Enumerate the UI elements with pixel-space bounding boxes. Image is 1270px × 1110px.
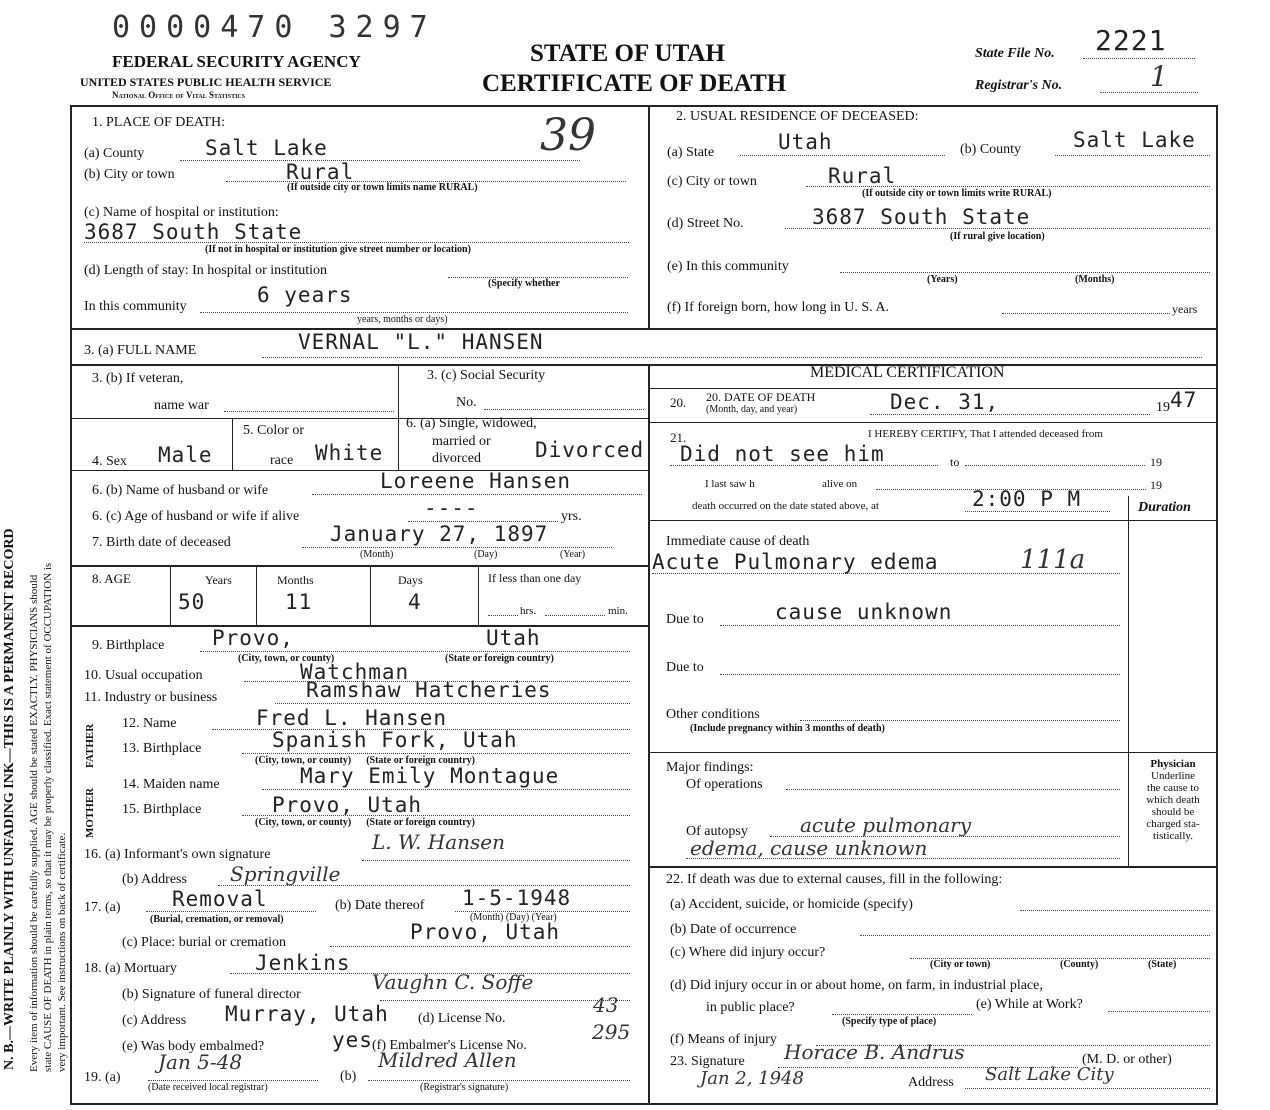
- place-of-death-title: 1. PLACE OF DEATH:: [92, 115, 226, 130]
- date-thereof-label: (b) Date thereof: [335, 898, 425, 913]
- spouse-age-value: ----: [424, 496, 479, 520]
- immediate-cause-label: Immediate cause of death: [666, 534, 810, 549]
- res-street-label: (d) Street No.: [667, 216, 744, 231]
- age-days-value: 4: [408, 590, 422, 614]
- side-instruction-3: state CAUSE OF DEATH in plain terms, so that it may be properly classified. Exact statement of OCCUPATION is: [42, 562, 54, 1072]
- mother-bp-note: (City, town, or county) (State or foreign country): [255, 817, 475, 828]
- attended-value: Did not see him: [680, 442, 885, 466]
- res-foreign-label: (f) If foreign born, how long in U. S. A.: [667, 300, 890, 315]
- birthplace-label: 9. Birthplace: [92, 638, 165, 653]
- color-label: 5. Color or: [243, 423, 305, 438]
- autopsy-value-1: acute pulmonary: [800, 813, 971, 837]
- birthplace-city: Provo,: [212, 626, 294, 650]
- marital-label-2: married or: [432, 434, 491, 449]
- embalmed-label: (e) Was body embalmed?: [122, 1039, 265, 1054]
- birthplace-note-city: (City, town, or county): [238, 653, 335, 664]
- specify-place-note: (Specify type of place): [842, 1016, 937, 1027]
- city-label: (b) City or town: [84, 167, 175, 182]
- spouse-value: Loreene Hansen: [380, 469, 572, 493]
- registrar-date-value: Jan 5-48: [158, 1050, 243, 1074]
- community-value: 6 years: [257, 283, 353, 307]
- age-years-label: Years: [205, 573, 232, 587]
- stay-label: (d) Length of stay: In hospital or institution: [84, 263, 328, 278]
- date-thereof-note: (Month) (Day) (Year): [470, 912, 557, 923]
- immediate-cause-value: Acute Pulmonary edema: [652, 550, 939, 574]
- physician-signature: Horace B. Andrus: [784, 1040, 965, 1064]
- res-county-value: Salt Lake: [1073, 128, 1196, 152]
- community-note: years, months or days): [357, 314, 448, 325]
- mother-label: MOTHER: [84, 787, 96, 838]
- alive-19: 19: [1150, 478, 1162, 492]
- public-place-label: in public place?: [706, 1000, 795, 1015]
- mother-name-value: Mary Emily Montague: [300, 764, 560, 788]
- margin-note: 39: [540, 110, 596, 161]
- item-21: 21.: [670, 430, 687, 445]
- dod-century: 19: [1156, 400, 1170, 415]
- res-city-note: (If outside city or town limits write RURAL): [862, 188, 1052, 199]
- mortuary-address-label: (c) Address: [122, 1013, 187, 1028]
- date-thereof-value: 1-5-1948: [462, 886, 572, 910]
- phys-line-2: Underline: [1151, 770, 1195, 782]
- informant-signature: L. W. Hansen: [372, 830, 505, 854]
- serial-number: 0000470 3297: [112, 10, 437, 45]
- major-findings-label: Major findings:: [666, 760, 754, 775]
- injury-place-label: (d) Did injury occur in or about home, on farm, in industrial place,: [670, 978, 1043, 993]
- res-state-label: (a) State: [667, 145, 715, 160]
- city-note: (If outside city or town limits name RURAL): [287, 182, 478, 193]
- state-title: STATE OF UTAH: [530, 40, 725, 67]
- physician-box: [1130, 758, 1216, 842]
- war-label: name war: [154, 398, 209, 413]
- birth-year-note: (Year): [560, 549, 586, 560]
- other-conditions-note: (Include pregnancy within 3 months of death): [690, 723, 885, 734]
- race-value: White: [315, 441, 384, 465]
- dod-year: 47: [1170, 388, 1198, 412]
- due-to-label-2: Due to: [666, 660, 704, 675]
- age-months-value: 11: [285, 590, 313, 614]
- mortuary-value: Jenkins: [255, 951, 351, 975]
- birth-date-label: 7. Birth date of deceased: [92, 535, 231, 550]
- funeral-director-signature: Vaughn C. Soffe: [372, 970, 534, 994]
- res-community-label: (e) In this community: [667, 259, 789, 274]
- marital-label-3: divorced: [432, 451, 481, 466]
- county-value: Salt Lake: [205, 136, 328, 160]
- removal-value: Removal: [172, 887, 268, 911]
- certificate-title: CERTIFICATE OF DEATH: [482, 70, 787, 97]
- md-label: (M. D. or other): [1082, 1052, 1172, 1067]
- accident-label: (a) Accident, suicide, or homicide (specify): [670, 897, 913, 912]
- father-name-value: Fred L. Hansen: [256, 706, 448, 730]
- phys-line-1: Physician: [1150, 758, 1196, 770]
- operations-label: Of operations: [686, 777, 763, 792]
- mother-birthplace-value: Provo, Utah: [272, 793, 423, 817]
- spouse-label: 6. (b) Name of husband or wife: [92, 483, 269, 498]
- alive-on-label: alive on: [822, 478, 858, 490]
- res-street-note: (If rural give location): [950, 231, 1045, 242]
- state-file-label: State File No.: [975, 46, 1055, 61]
- funeral-director-label: (b) Signature of funeral director: [122, 987, 301, 1002]
- birth-month-note: (Month): [360, 549, 394, 560]
- signature-date: Jan 2, 1948: [700, 1068, 804, 1089]
- informant-address: Springville: [230, 862, 341, 886]
- father-label: FATHER: [84, 723, 96, 768]
- mortuary-label: 18. (a) Mortuary: [84, 961, 177, 976]
- res-years-label: years: [1172, 302, 1198, 316]
- sig-address-value: Salt Lake City: [985, 1064, 1114, 1085]
- full-name-label: 3. (a) FULL NAME: [84, 343, 197, 358]
- certify-text: I HEREBY CERTIFY, That I attended deceased from: [868, 428, 1103, 440]
- sex-value: Male: [158, 443, 213, 467]
- age-days-label: Days: [398, 573, 423, 587]
- phys-line-4: which death: [1146, 794, 1200, 806]
- phys-line-6: charged sta-: [1146, 818, 1200, 830]
- date-of-death-label: 20. DATE OF DEATH: [706, 390, 816, 404]
- specify-note: (Specify whether: [488, 278, 560, 289]
- license-value: 43: [593, 993, 619, 1017]
- race-label: race: [270, 453, 294, 468]
- age-hrs-label: hrs.: [520, 605, 537, 617]
- birth-date-value: January 27, 1897: [330, 522, 549, 546]
- sig-address-label: Address: [908, 1075, 954, 1090]
- informant-address-label: (b) Address: [122, 872, 187, 887]
- industry-value: Ramshaw Hatcheries: [306, 678, 552, 702]
- father-birthplace-label: 13. Birthplace: [122, 741, 202, 756]
- agency-name: FEDERAL SECURITY AGENCY: [112, 52, 361, 71]
- veteran-label: 3. (b) If veteran,: [92, 371, 184, 386]
- burial-place-value: Provo, Utah: [410, 920, 561, 944]
- phys-line-3: the cause to: [1147, 782, 1199, 794]
- where-injury-label: (c) Where did injury occur?: [670, 945, 826, 960]
- while-at-work-label: (e) While at Work?: [976, 997, 1083, 1012]
- signature-label: 23. Signature: [670, 1054, 745, 1069]
- means-injury-label: (f) Means of injury: [670, 1032, 777, 1047]
- birth-day-note: (Day): [474, 549, 498, 560]
- age-less-label: If less than one day: [488, 571, 582, 585]
- date-of-death-value: Dec. 31,: [890, 390, 1000, 414]
- state-file-number: 2221: [1095, 24, 1167, 57]
- death-occurred-label: death occurred on the date stated above, at: [692, 500, 879, 512]
- date-of-death-sub: (Month, day, and year): [706, 404, 798, 415]
- industry-label: 11. Industry or business: [84, 690, 218, 705]
- registrar-number-label: Registrar's No.: [975, 78, 1063, 93]
- res-years-note: (Years): [927, 274, 958, 285]
- removal-note: (Burial, cremation, or removal): [150, 914, 284, 925]
- due-to-label-1: Due to: [666, 612, 704, 627]
- phys-line-7: tistically.: [1153, 830, 1193, 842]
- spouse-age-label: 6. (c) Age of husband or wife if alive: [92, 509, 300, 524]
- birthplace-state: Utah: [486, 626, 541, 650]
- res-city-value: Rural: [828, 164, 897, 188]
- to-19: 19: [1150, 455, 1162, 469]
- registrar-sig-note: (Registrar's signature): [420, 1082, 509, 1093]
- county-label: (a) County: [84, 146, 145, 161]
- informant-label: 16. (a) Informant's own signature: [84, 847, 271, 862]
- mother-birthplace-label: 15. Birthplace: [122, 802, 202, 817]
- agency-office: National Office of Vital Statistics: [112, 90, 246, 100]
- where-city-note: (City or town): [930, 959, 991, 970]
- side-instruction-1: N. B.—WRITE PLAINLY WITH UNFADING INK—THIS IS A PERMANENT RECORD: [2, 528, 17, 1070]
- age-min-label: min.: [608, 605, 628, 617]
- residence-title: 2. USUAL RESIDENCE OF DECEASED:: [676, 109, 919, 124]
- where-state-note: (State): [1148, 959, 1177, 970]
- city-value: Rural: [286, 160, 355, 184]
- other-conditions-label: Other conditions: [666, 707, 760, 722]
- registrar-date-label: 19. (a): [84, 1070, 121, 1085]
- registrar-number: 1: [1150, 60, 1168, 93]
- cause-code: 111a: [1020, 545, 1086, 575]
- autopsy-label: Of autopsy: [686, 824, 748, 839]
- res-city-label: (c) City or town: [667, 174, 757, 189]
- where-county-note: (County): [1060, 959, 1099, 970]
- full-name-value: VERNAL "L." HANSEN: [298, 330, 544, 354]
- side-instruction-2: Every item of information should be carefully supplied. AGE should be stated EXACTLY. PHYSICIANS should: [28, 574, 40, 1072]
- last-saw-label: I last saw h: [705, 478, 755, 490]
- embalmed-value: yes: [332, 1028, 373, 1052]
- res-state-value: Utah: [778, 130, 833, 154]
- age-years-value: 50: [178, 590, 206, 614]
- sex-label: 4. Sex: [92, 454, 127, 469]
- age-label: 8. AGE: [92, 571, 131, 586]
- registrar-date-note: (Date received local registrar): [148, 1082, 268, 1093]
- marital-label-1: 6. (a) Single, widowed,: [406, 416, 537, 431]
- hospital-value: 3687 South State: [84, 220, 303, 244]
- autopsy-value-2: edema, cause unknown: [690, 836, 928, 860]
- registrar-signature: Mildred Allen: [378, 1048, 517, 1072]
- due-to-value-1: cause unknown: [775, 600, 953, 624]
- time-of-death: 2:00 P M: [972, 487, 1082, 511]
- age-months-label: Months: [277, 573, 314, 587]
- side-instruction-4: very important. See instructions on back of certificate.: [56, 832, 68, 1072]
- mortuary-address-value: Murray, Utah: [225, 1002, 389, 1026]
- ss-no-label: No.: [456, 395, 477, 410]
- social-security-label: 3. (c) Social Security: [427, 368, 546, 383]
- res-street-value: 3687 South State: [812, 205, 1031, 229]
- duration-label: Duration: [1138, 500, 1191, 515]
- res-months-note: (Months): [1075, 274, 1115, 285]
- agency-service: UNITED STATES PUBLIC HEALTH SERVICE: [80, 75, 332, 89]
- marital-value: Divorced: [535, 438, 645, 462]
- date-occurrence-label: (b) Date of occurrence: [670, 922, 797, 937]
- removal-label: 17. (a): [84, 900, 121, 915]
- embalmer-license-label: (f) Embalmer's License No.: [372, 1038, 527, 1053]
- father-name-label: 12. Name: [122, 716, 177, 731]
- license-label: (d) License No.: [418, 1011, 506, 1026]
- medical-title: MEDICAL CERTIFICATION: [810, 364, 1005, 381]
- embalmer-license-value: 295: [592, 1020, 631, 1044]
- external-causes-label: 22. If death was due to external causes, fill in the following:: [666, 872, 1003, 887]
- registrar-sig-label: (b): [340, 1069, 357, 1084]
- community-label: In this community: [84, 299, 187, 314]
- father-birthplace-value: Spanish Fork, Utah: [272, 728, 518, 752]
- father-bp-note: (City, town, or county) (State or foreign country): [255, 755, 475, 766]
- res-county-label: (b) County: [960, 142, 1022, 157]
- spouse-yrs-label: yrs.: [561, 509, 582, 524]
- phys-line-5: should be: [1151, 806, 1195, 818]
- to-label: to: [950, 455, 960, 469]
- mother-name-label: 14. Maiden name: [122, 777, 220, 792]
- hospital-note: (If not in hospital or institution give street number or location): [205, 244, 471, 255]
- occupation-value: Watchman: [300, 660, 410, 684]
- birthplace-note-state: (State or foreign country): [445, 653, 554, 664]
- occupation-label: 10. Usual occupation: [84, 668, 203, 683]
- burial-place-label: (c) Place: burial or cremation: [122, 935, 287, 950]
- hospital-label: (c) Name of hospital or institution:: [84, 205, 279, 220]
